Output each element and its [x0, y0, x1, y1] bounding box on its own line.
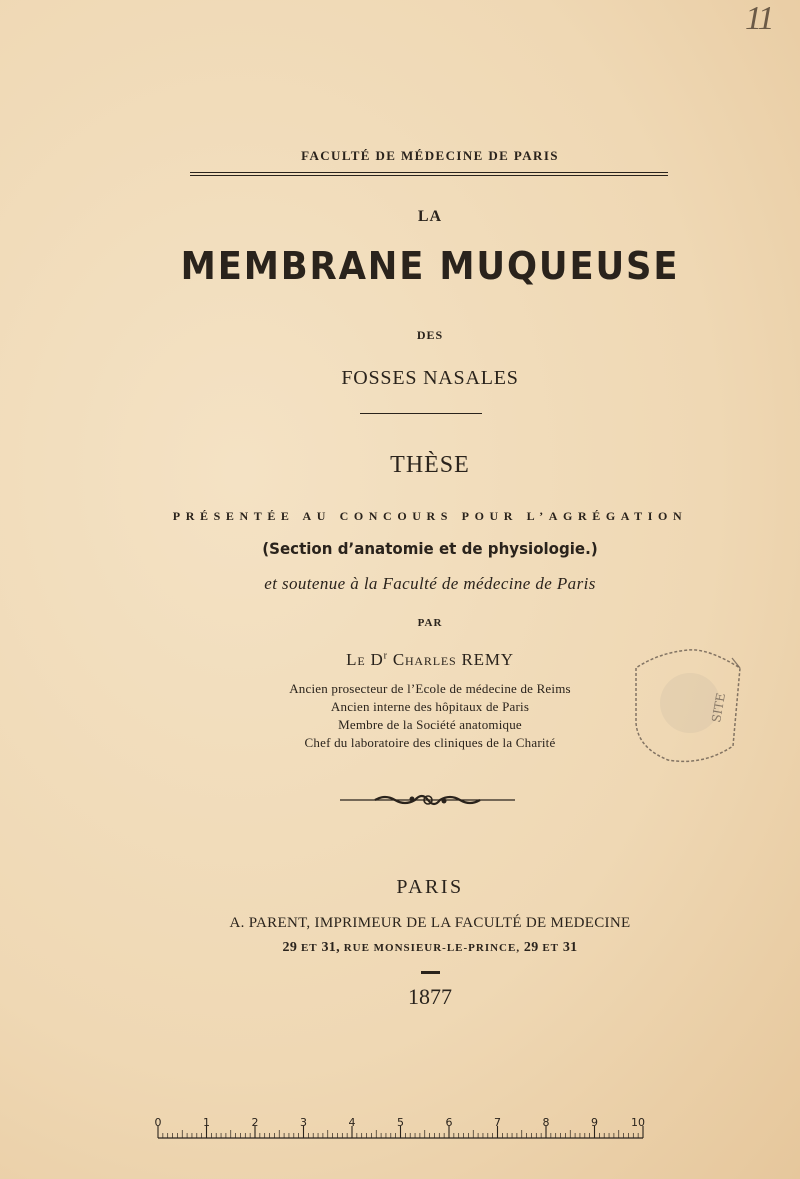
credential-line: Ancien prosecteur de l’Ecole de médecine de Reims: [289, 681, 571, 696]
ornament-divider: [340, 790, 515, 810]
author-last-name: REMY: [461, 650, 514, 669]
header-rule-second: [190, 175, 668, 176]
corner-pencil-mark: 11: [745, 0, 773, 37]
scale-label: 4: [348, 1116, 356, 1129]
par-label: PAR: [417, 617, 443, 629]
scale-label: 9: [591, 1116, 598, 1129]
main-title: MEMBRANE MUQUEUSE: [180, 244, 680, 288]
scale-label: 0: [154, 1116, 162, 1129]
credential-line: Membre de la Société anatomique: [338, 717, 522, 732]
author-prefix: Le D: [346, 650, 384, 669]
scale-label: 3: [300, 1116, 307, 1129]
section-line: (Section d’anatomie et de physiologie.): [262, 539, 598, 558]
title-article: LA: [417, 208, 443, 225]
faculty-header: FACULTÉ DE MÉDECINE DE PARIS: [301, 148, 559, 163]
scale-label: 7: [494, 1116, 501, 1129]
author-first-name: Charles: [392, 650, 457, 669]
title-divider: [360, 413, 482, 414]
address-street: RUE MONSIEUR-LE-PRINCE,: [343, 942, 521, 954]
scale-label: 1: [203, 1116, 210, 1129]
address-number: 31: [562, 940, 578, 955]
printer-line: A. PARENT, IMPRIMEUR DE LA FACULTÉ DE MEDECINE: [229, 915, 631, 931]
measurement-scale: [150, 1114, 650, 1164]
imprint-city: PARIS: [396, 876, 464, 898]
address-number: 31,: [321, 940, 340, 955]
address-connector: ET: [542, 942, 560, 954]
address-line: [0, 940, 800, 956]
presentee-line: PRÉSENTÉE AU CONCOURS POUR L’AGRÉGATION: [172, 509, 688, 523]
address-connector: ET: [300, 942, 318, 954]
scale-label: 8: [542, 1116, 550, 1129]
scale-label: 6: [445, 1116, 453, 1129]
subtitle: FOSSES NASALES: [341, 367, 519, 389]
author-prefix-sup: r: [383, 650, 388, 662]
soutenue-line: et soutenue à la Faculté de médecine de Paris: [264, 574, 596, 593]
year-dash: [421, 971, 440, 974]
address-number: 29: [282, 940, 298, 955]
scale-label: 5: [397, 1116, 404, 1129]
credential-line: Ancien interne des hôpitaux de Paris: [330, 699, 530, 714]
svg-text:SITE: SITE: [709, 691, 729, 724]
these-heading: THÈSE: [390, 452, 470, 478]
address-number: 29: [523, 940, 539, 955]
scale-label: 2: [251, 1116, 259, 1129]
publication-year: 1877: [408, 984, 452, 1009]
credential-line: Chef du laboratoire des cliniques de la Charité: [304, 735, 556, 750]
header-rule: [190, 172, 668, 173]
library-stamp: [628, 628, 743, 763]
scale-label: 10: [631, 1116, 645, 1129]
title-connector: DES: [416, 328, 444, 342]
